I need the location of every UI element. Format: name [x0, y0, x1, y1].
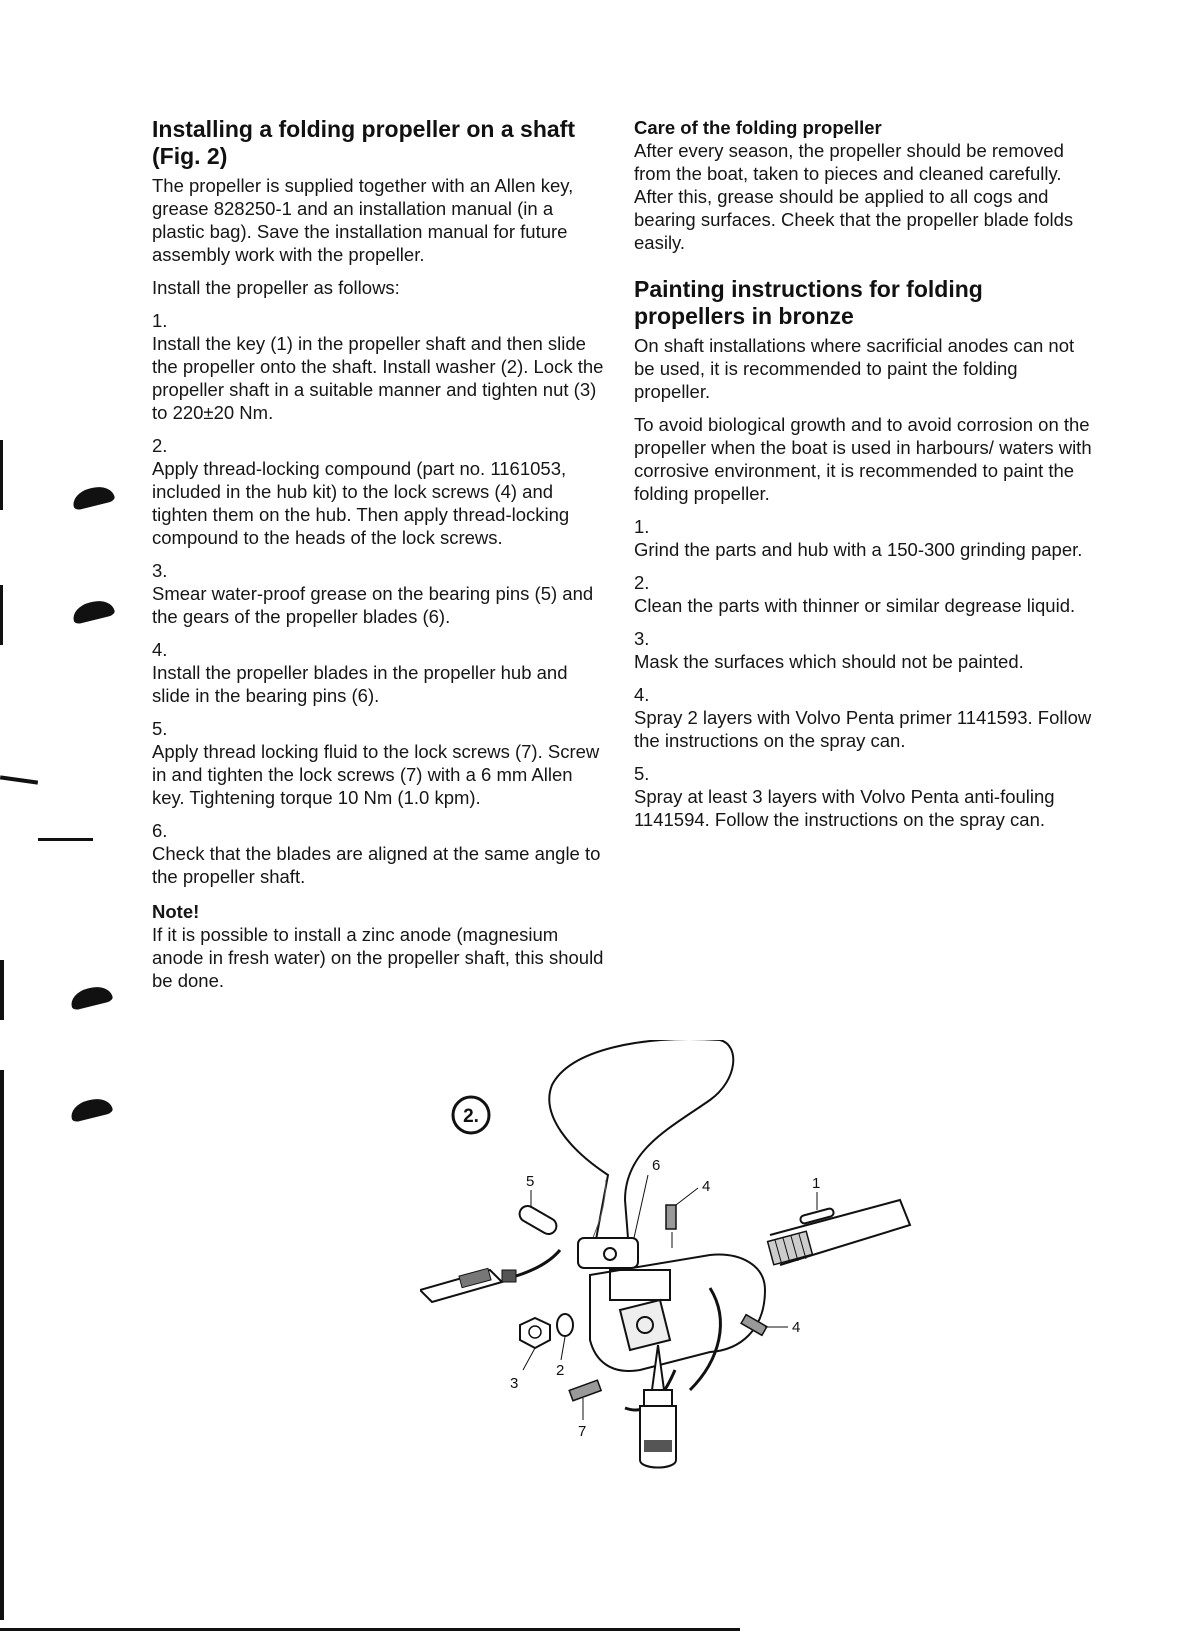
callout-label: 2 [556, 1362, 565, 1379]
step-text: Smear water-proof grease on the bearing pins (5) and the gears of the propeller blades (6). [152, 583, 594, 627]
propeller-shaft [768, 1200, 910, 1265]
lock-screw [569, 1380, 601, 1401]
propeller-blade [549, 1040, 733, 1245]
care-heading: Care of the folding propeller [634, 117, 882, 138]
install-step [152, 434, 610, 549]
step-number: 4. [634, 684, 650, 705]
lock-screw [666, 1205, 676, 1229]
step-text: Apply thread-locking compound (part no. 1161053, included in the hub kit) to the lock screws (4) and tighten them on the hub. Then apply thread-locking compound to the heads of the lock screws. [152, 458, 570, 548]
paint-step [634, 762, 1096, 831]
step-text: Install the propeller blades in the propeller hub and slide in the bearing pins (6). [152, 662, 568, 706]
step-number: 3. [634, 628, 650, 649]
note-title: Note! [152, 901, 200, 922]
paint-step [634, 571, 1096, 617]
step-number: 1. [152, 310, 168, 331]
callout-label: 6 [652, 1157, 661, 1174]
step-number: 5. [152, 718, 168, 739]
step-text: Spray 2 layers with Volvo Penta primer 1141593. Follow the instructions on the spray can. [634, 707, 1092, 751]
figure-number-badge [453, 1097, 489, 1133]
step-number: 2. [152, 435, 168, 456]
care-text: After every season, the propeller should be removed from the boat, taken to pieces and cleaned carefully. After this, grease should be applied to all cogs and bearing surfaces. Cheek that the propeller blade folds easily. [634, 140, 1074, 253]
step-text: Clean the parts with thinner or similar degrease liquid. [634, 595, 1076, 616]
binder-hole-mark [70, 483, 115, 511]
bearing-pin [517, 1203, 560, 1237]
callout-label: 5 [526, 1173, 535, 1190]
install-step [152, 638, 610, 707]
binder-mark [0, 960, 4, 1020]
step-text: Check that the blades are aligned at the same angle to the propeller shaft. [152, 843, 601, 887]
step-text: Spray at least 3 layers with Volvo Penta anti-fouling 1141594. Follow the instructions on the spray can. [634, 786, 1055, 830]
binder-hole-mark [68, 983, 113, 1011]
step-number: 3. [152, 560, 168, 581]
binder-mark [0, 585, 3, 645]
paint-paragraph-1: On shaft installations where sacrificial anodes can not be used, it is recommended to paint the folding propeller. [634, 335, 1075, 402]
binder-mark [0, 775, 38, 784]
binder-mark [38, 838, 93, 841]
paint-step [634, 515, 1096, 561]
figure-number: 2. [463, 1106, 479, 1127]
binder-mark [0, 440, 3, 510]
install-lead: Install the propeller as follows: [152, 277, 400, 298]
binder-hole-mark [70, 597, 115, 625]
callout-label: 7 [578, 1423, 587, 1440]
note-text: If it is possible to install a zinc anode (magnesium anode in fresh water) on the propeller shaft, this should be done. [152, 924, 604, 991]
step-text: Apply thread locking fluid to the lock screws (7). Screw in and tighten the lock screws (7) with a 6 mm Allen key. Tightening torque 10 Nm (1.0 kpm). [152, 741, 600, 808]
step-text: Install the key (1) in the propeller shaft and then slide the propeller onto the shaft. Install washer (2). Lock the propeller shaft in a suitable manner and tighten nut (3) to 220±20 Nm. [152, 333, 604, 423]
install-step [152, 559, 610, 628]
callout-label: 3 [510, 1375, 519, 1392]
step-number: 4. [152, 639, 168, 660]
bottom-rule [0, 1628, 740, 1631]
right-column [634, 116, 1096, 831]
callout-label: 1 [812, 1175, 821, 1192]
paint-step [634, 627, 1096, 673]
callout-label: 4 [792, 1319, 801, 1336]
step-number: 1. [634, 516, 650, 537]
propeller-diagram [420, 1040, 980, 1540]
step-text: Grind the parts and hub with a 150-300 grinding paper. [634, 539, 1083, 560]
paint-step [634, 683, 1096, 752]
binder-hole-mark [68, 1095, 113, 1123]
step-number: 6. [152, 820, 168, 841]
washer [557, 1314, 573, 1336]
propeller-hub [590, 1255, 765, 1371]
install-step [152, 819, 610, 888]
paint-heading: Painting instructions for folding propellers in bronze [634, 276, 983, 329]
step-number: 2. [634, 572, 650, 593]
install-heading: Installing a folding propeller on a shaft (Fig. 2) [152, 116, 575, 169]
install-intro: The propeller is supplied together with an Allen key, grease 828250-1 and an installation manual (in a plastic bag). Save the installation manual for future assembly work with the propeller. [152, 175, 574, 265]
propeller-exploded-figure [420, 1040, 980, 1540]
binder-mark [0, 1070, 4, 1620]
step-number: 5. [634, 763, 650, 784]
grease-tube [420, 1268, 516, 1302]
install-step [152, 717, 610, 809]
blade-gear [578, 1238, 638, 1268]
left-column [152, 116, 610, 992]
nut [520, 1318, 550, 1348]
step-text: Mask the surfaces which should not be painted. [634, 651, 1024, 672]
paint-paragraph-2: To avoid biological growth and to avoid corrosion on the propeller when the boat is used in harbours/ waters with corrosive environment, it is recommended to paint the folding propeller. [634, 414, 1092, 504]
callout-label: 4 [702, 1178, 711, 1195]
install-step [152, 309, 610, 424]
